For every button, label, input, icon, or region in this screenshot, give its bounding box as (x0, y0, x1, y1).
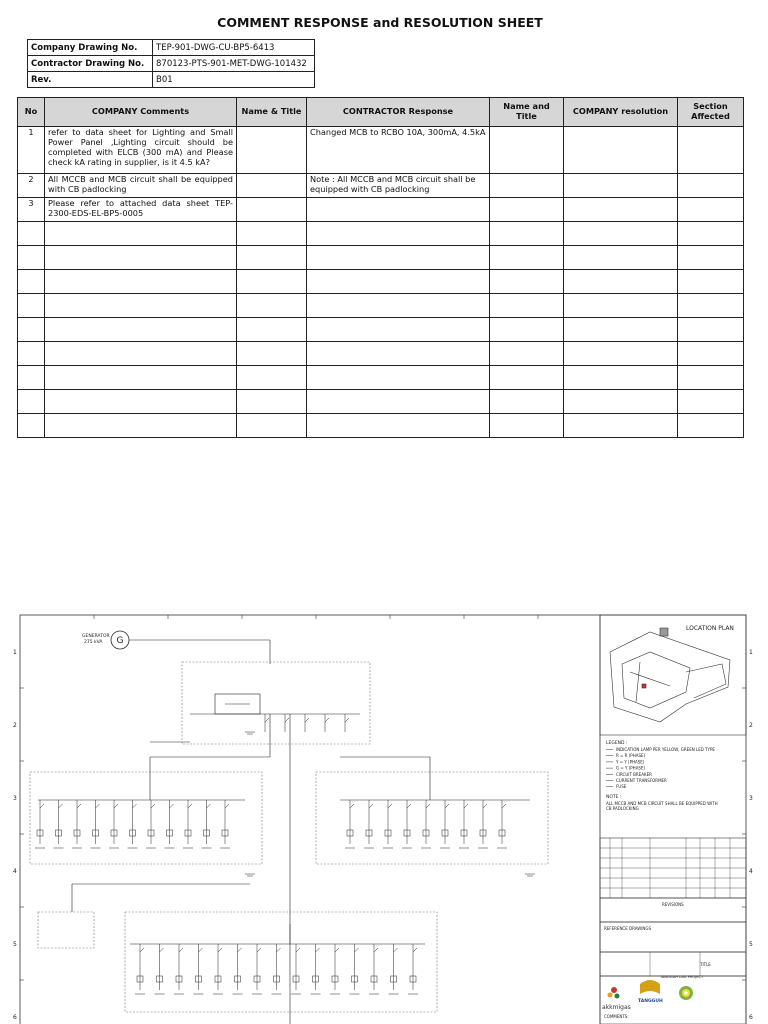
note-title: NOTE : (606, 795, 622, 800)
table-cell-empty (45, 222, 237, 246)
table-cell-empty (490, 390, 564, 414)
table-cell-empty (490, 318, 564, 342)
col-header-company-resolution: COMPANY resolution (564, 98, 678, 127)
cell-response: Changed MCB to RCBO 10A, 300mA, 4.5kA (307, 127, 490, 174)
cell-name (237, 174, 307, 198)
cell-resolution (564, 198, 678, 222)
cell-name (237, 127, 307, 174)
title-label: TITLE (700, 962, 711, 967)
table-cell-empty (237, 294, 307, 318)
table-cell-empty (45, 390, 237, 414)
table-cell-empty (564, 366, 678, 390)
cell-section (678, 127, 744, 174)
cell-name (237, 198, 307, 222)
table-cell-empty (18, 246, 45, 270)
comment-table (17, 97, 744, 438)
comment-table-header (18, 98, 744, 127)
table-cell-empty (237, 270, 307, 294)
info-value: 870123-PTS-901-MET-DWG-101432 (153, 56, 315, 72)
cell-section (678, 174, 744, 198)
info-value: B01 (153, 72, 315, 88)
table-cell-empty (678, 366, 744, 390)
table-cell-empty (45, 414, 237, 438)
cell-name2 (490, 198, 564, 222)
legend-title: LEGEND : (606, 741, 628, 746)
table-cell-empty (564, 342, 678, 366)
table-row-empty (18, 366, 744, 390)
table-cell-empty (18, 270, 45, 294)
table-row (18, 127, 744, 174)
empty-rows (18, 222, 744, 438)
table-cell-empty (490, 366, 564, 390)
table-cell-empty (490, 246, 564, 270)
table-cell-empty (307, 246, 490, 270)
table-cell-empty (45, 246, 237, 270)
row-number: 6 (13, 1014, 17, 1021)
info-label: Rev. (28, 72, 153, 88)
info-row-rev (28, 72, 315, 88)
col-header-name-title: Name & Title (237, 98, 307, 127)
table-row-empty (18, 342, 744, 366)
table-cell-empty (45, 318, 237, 342)
table-row-empty (18, 270, 744, 294)
table-cell-empty (490, 270, 564, 294)
table-cell-empty (45, 366, 237, 390)
location-plan-label: LOCATION PLAN (686, 625, 734, 632)
table-cell-empty (45, 294, 237, 318)
location-plan-map (610, 628, 730, 722)
table-row-empty (18, 222, 744, 246)
cell-comment: Please refer to attached data sheet TEP-2300-EDS-EL-BP5-0005 (45, 198, 237, 222)
table-cell-empty (307, 318, 490, 342)
revisions-label: REVISIONS (662, 902, 684, 907)
info-label: Contractor Drawing No. (28, 56, 153, 72)
table-cell-empty (307, 390, 490, 414)
table-cell-empty (45, 342, 237, 366)
note-text: ALL MCCB AND MCB CIRCUIT SHALL BE EQUIPPED WITH CB PADLOCKING (606, 801, 718, 811)
legend-item: Y = Y (PHASE) (616, 759, 645, 765)
table-cell-empty (678, 342, 744, 366)
cell-response: Note : All MCCB and MCB circuit shall be equipped with CB padlocking (307, 174, 490, 198)
table-cell-empty (564, 294, 678, 318)
contractor-logo-text: akkmigas (602, 1004, 631, 1011)
table-row (18, 198, 744, 222)
cell-response (307, 198, 490, 222)
table-cell-empty (237, 390, 307, 414)
table-row-empty (18, 246, 744, 270)
info-row-company (28, 40, 315, 56)
bp-logo (679, 986, 693, 1000)
col-header-no: No (18, 98, 45, 127)
table-cell-empty (18, 414, 45, 438)
table-cell-empty (564, 222, 678, 246)
legend-item: INDICATION LAMP PER YELLOW, GREEN LED TYPE (616, 747, 715, 752)
table-cell-empty (307, 366, 490, 390)
table-cell-empty (45, 270, 237, 294)
col-header-contractor-response: CONTRACTOR Response (307, 98, 490, 127)
table-cell-empty (678, 414, 744, 438)
table-cell-empty (678, 222, 744, 246)
table-cell-empty (237, 342, 307, 366)
cell-no: 2 (18, 174, 45, 198)
table-row-empty (18, 390, 744, 414)
table-cell-empty (237, 222, 307, 246)
col-header-name-and-title: Name and Title (490, 98, 564, 127)
info-row-contractor (28, 56, 315, 72)
table-cell-empty (490, 222, 564, 246)
info-value: TEP-901-DWG-CU-BP5-6413 (153, 40, 315, 56)
legend-item: CIRCUIT BREAKER (616, 771, 652, 777)
reference-label: REFERENCE DRAWINGS (604, 926, 652, 931)
row-number: 1 (749, 649, 753, 656)
cell-resolution (564, 127, 678, 174)
table-cell-empty (18, 366, 45, 390)
row-number: 4 (749, 868, 753, 875)
drawing-svg (10, 612, 758, 1024)
table-cell-empty (564, 246, 678, 270)
cell-comment: All MCCB and MCB circuit shall be equipped with CB padlocking (45, 174, 237, 198)
drawing-info-table (27, 39, 315, 88)
table-cell-empty (678, 294, 744, 318)
table-row-empty (18, 414, 744, 438)
table-cell-empty (564, 270, 678, 294)
table-cell-empty (564, 318, 678, 342)
row-number: 1 (13, 649, 17, 656)
table-cell-empty (678, 270, 744, 294)
table-cell-empty (18, 318, 45, 342)
col-header-company-comments: COMPANY Comments (45, 98, 237, 127)
table-cell-empty (18, 294, 45, 318)
table-cell-empty (307, 414, 490, 438)
row-number: 3 (13, 795, 17, 802)
cell-resolution (564, 174, 678, 198)
project-label: TANGGUH LNG PROJECT (660, 975, 704, 979)
row-number: 2 (749, 722, 753, 729)
client-logo-text: TANGGUH (638, 999, 663, 1004)
generator-label: GENERATOR 275 kVA (82, 634, 110, 645)
table-cell-empty (307, 294, 490, 318)
table-cell-empty (237, 246, 307, 270)
cell-comment: refer to data sheet for Lighting and Small Power Panel ,Lighting circuit should be completed with ELCB (300 mA) and Please check kA rating in supplier, is it 4.5 kA? (45, 127, 237, 174)
legend-item: G = Y (PHASE) (616, 765, 646, 771)
cell-name2 (490, 174, 564, 198)
cell-name2 (490, 127, 564, 174)
generator-symbol-letter: G (116, 636, 124, 646)
table-cell-empty (307, 342, 490, 366)
table-cell-empty (307, 270, 490, 294)
table-cell-empty (564, 414, 678, 438)
contractor-logo (602, 987, 631, 1011)
table-cell-empty (678, 318, 744, 342)
table-cell-empty (490, 294, 564, 318)
legend-item: FUSE (616, 784, 627, 790)
table-cell-empty (678, 246, 744, 270)
single-line-diagram-drawing (10, 612, 758, 1024)
row-number: 2 (13, 722, 17, 729)
col-header-section-affected: Section Affected (678, 98, 744, 127)
generator-symbol (111, 631, 129, 649)
sheet-title: COMMENT RESPONSE and RESOLUTION SHEET (217, 15, 543, 30)
table-cell-empty (18, 222, 45, 246)
table-cell-empty (678, 390, 744, 414)
table-row-empty (18, 318, 744, 342)
table-cell-empty (18, 342, 45, 366)
table-row-empty (18, 294, 744, 318)
table-cell-empty (237, 366, 307, 390)
legend-item: CURRENT TRANSFORMER (616, 778, 667, 783)
table-cell-empty (307, 222, 490, 246)
legend-item: R = R (PHASE) (616, 753, 646, 759)
row-number: 4 (13, 868, 17, 875)
table-cell-empty (237, 318, 307, 342)
table-cell-empty (490, 342, 564, 366)
cell-no: 1 (18, 127, 45, 174)
table-cell-empty (237, 414, 307, 438)
cell-no: 3 (18, 198, 45, 222)
row-number: 3 (749, 795, 753, 802)
row-number: 5 (13, 941, 17, 948)
info-label: Company Drawing No. (28, 40, 153, 56)
table-cell-empty (490, 414, 564, 438)
cell-section (678, 198, 744, 222)
comments-label: COMMENTS: (604, 1014, 629, 1019)
row-number: 5 (749, 941, 753, 948)
table-cell-empty (18, 390, 45, 414)
client-logo (638, 980, 663, 1004)
row-number: 6 (749, 1014, 753, 1021)
table-row (18, 174, 744, 198)
table-cell-empty (564, 390, 678, 414)
